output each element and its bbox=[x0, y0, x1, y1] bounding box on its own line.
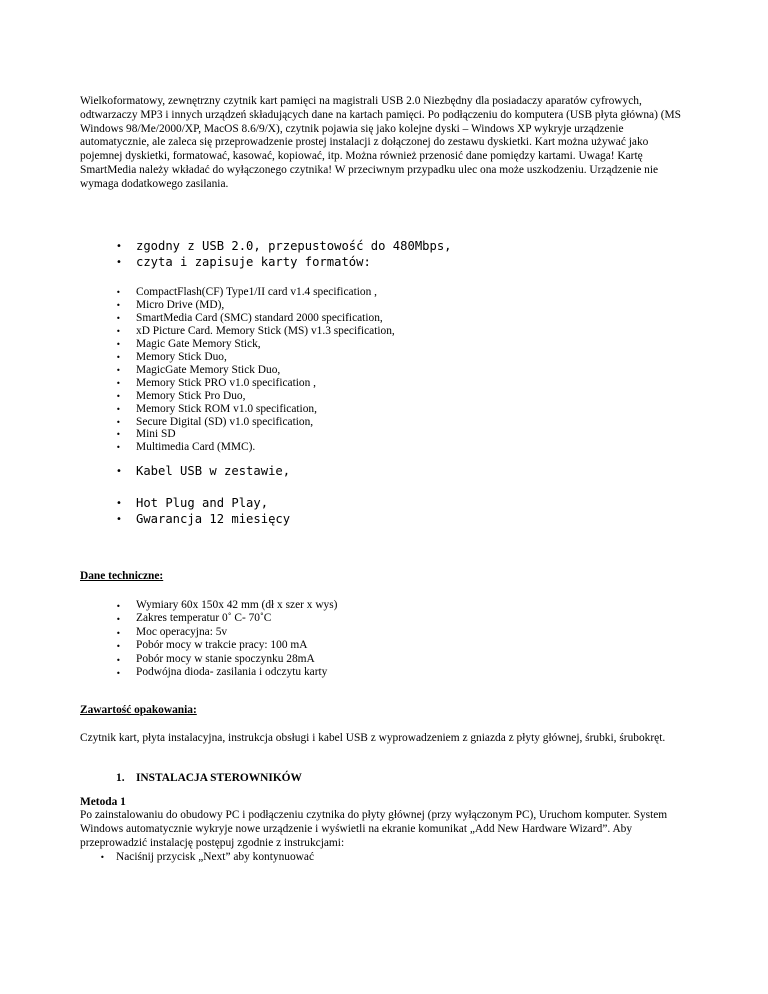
list-item: • Micro Drive (MD), bbox=[116, 298, 225, 311]
bullet-icon: • bbox=[116, 404, 121, 414]
bullet-icon: • bbox=[116, 430, 121, 440]
intro-paragraph: Wielkoformatowy, zewnętrzny czytnik kart pamięci na magistrali USB 2.0 Niezbędny dla posiadaczy aparatów cyfrowych, odtwarzaczy MP3 i innych urządzeń składujących dane na kartach pamięci. Po podłączeniu do komputera (USB płyta główna) (MS Windows 98/Me/2000/XP, MacOS 8.6/9/X), czytnik pojawia się jako kolejne dyski – Windows XP wykryje urządzenie automatycznie, ale zaleca się przeprowadzenie prostej instalacji z dołączonej do zestawu dyskietki. Kart można używać jako pojemnej dyskietki, formatować, kasować, kopiować, itp. Można również przenosić dane pomiędzy kartami. Uwaga! Kartę SmartMedia należy wkładać do wyłączonego czytnika! W przeciwnym przypadku ulec ona może uszkodzeniu. Urządzenie nie wymaga dodatkowego zasilania. bbox=[80, 95, 681, 190]
bullet-icon: • bbox=[116, 378, 121, 388]
bullet-icon: • bbox=[116, 498, 122, 509]
list-item: • Zakres temperatur 0˚ C- 70˚C bbox=[80, 612, 680, 625]
list-item: • Hot Plug and Play, bbox=[116, 496, 269, 510]
bullet-icon: • bbox=[116, 655, 121, 665]
bullet-icon: • bbox=[116, 257, 122, 268]
list-item: • Multimedia Card (MMC). bbox=[116, 441, 256, 454]
method1-title: Metoda 1 bbox=[80, 796, 126, 808]
features-list-a bbox=[80, 238, 680, 270]
tech-heading: Dane techniczne: bbox=[80, 570, 164, 582]
list-item: • Wymiary 60x 150x 42 mm (dł x szer x wys) bbox=[80, 599, 680, 612]
features-list-b bbox=[80, 463, 680, 479]
bullet-icon: • bbox=[116, 669, 121, 679]
list-item: • zgodny z USB 2.0, przepustowość do 480Mbps, bbox=[116, 239, 452, 253]
list-item: • Pobór mocy w trakcie pracy: 100 mA bbox=[80, 639, 680, 652]
bullet-icon: • bbox=[116, 241, 122, 252]
list-item: • SmartMedia Card (SMC) standard 2000 specification, bbox=[116, 311, 383, 324]
list-item: • Moc operacyjna: 5v bbox=[80, 626, 680, 639]
bullet-icon: • bbox=[116, 443, 121, 453]
bullet-icon: • bbox=[116, 365, 121, 375]
card-formats-list bbox=[80, 286, 680, 454]
list-item: • Memory Stick ROM v1.0 specification, bbox=[116, 402, 317, 415]
method1-text: Po zainstalowaniu do obudowy PC i podłączeniu czytnika do płyty głównej (przy wyłączonym PC), Uruchom komputer. System Windows automatycznie wykryje nowe urządzenie i wyświetli na ekranie komunikat „Add New Hardware Wizard”. Aby przeprowadzić instalację postępuj zgodnie z instrukcjami: bbox=[80, 809, 668, 849]
list-item: • Kabel USB w zestawie, bbox=[116, 464, 291, 478]
bullet-icon: • bbox=[116, 352, 121, 362]
list-item: • xD Picture Card. Memory Stick (MS) v1.3 specification, bbox=[116, 324, 395, 337]
bullet-icon: • bbox=[116, 313, 121, 323]
section-heading-installation bbox=[116, 772, 302, 786]
bullet-icon: • bbox=[116, 288, 121, 297]
section-title: INSTALACJA STEROWNIKÓW bbox=[136, 772, 302, 784]
list-item: • CompactFlash(CF) Type1/II card v1.4 specification , bbox=[116, 286, 377, 298]
bullet-icon: • bbox=[116, 642, 121, 652]
bullet-icon: • bbox=[116, 466, 122, 477]
list-item: • Podwójna dioda- zasilania i odczytu karty bbox=[80, 666, 680, 679]
bullet-icon: • bbox=[116, 391, 121, 401]
list-item: • Mini SD bbox=[116, 428, 176, 441]
bullet-icon: • bbox=[100, 853, 105, 862]
bullet-icon: • bbox=[116, 602, 121, 611]
list-item: • Gwarancja 12 miesięcy bbox=[116, 512, 291, 526]
list-item: • Magic Gate Memory Stick, bbox=[116, 337, 261, 350]
features-list-c bbox=[80, 495, 680, 527]
tech-specs-list bbox=[80, 599, 680, 679]
section-number: 1. bbox=[116, 772, 125, 784]
bullet-icon: • bbox=[116, 514, 122, 525]
bullet-icon: • bbox=[116, 300, 121, 310]
list-item: • Pobór mocy w stanie spoczynku 28mA bbox=[80, 653, 680, 666]
list-item: • Memory Stick Pro Duo, bbox=[116, 389, 246, 402]
list-item: • Secure Digital (SD) v1.0 specification, bbox=[116, 415, 314, 428]
bullet-icon: • bbox=[116, 339, 121, 349]
bullet-icon: • bbox=[116, 417, 121, 427]
bullet-icon: • bbox=[116, 615, 121, 625]
list-item: • Memory Stick PRO v1.0 specification , bbox=[116, 376, 317, 389]
list-item: • Memory Stick Duo, bbox=[116, 350, 227, 363]
bullet-icon: • bbox=[116, 628, 121, 638]
package-text: Czytnik kart, płyta instalacyjna, instrukcja obsługi i kabel USB z wyprowadzeniem z gniazda z płyty głównej, śrubki, śrubokręt. bbox=[80, 732, 666, 744]
method1-step: • Naciśnij przycisk „Next” aby kontynuować bbox=[100, 851, 315, 863]
package-heading: Zawartość opakowania: bbox=[80, 704, 197, 716]
bullet-icon: • bbox=[116, 326, 121, 336]
list-item: • MagicGate Memory Stick Duo, bbox=[116, 363, 281, 376]
list-item: • czyta i zapisuje karty formatów: bbox=[116, 255, 371, 269]
